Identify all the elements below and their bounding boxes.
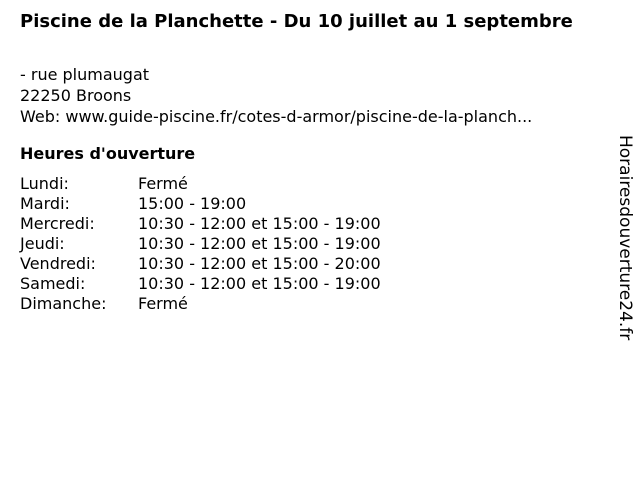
city-postcode: 22250 Broons bbox=[20, 86, 132, 105]
opening-hours-table bbox=[20, 174, 381, 314]
day-hours: 10:30 - 12:00 et 15:00 - 19:00 bbox=[138, 234, 381, 253]
day-hours: 15:00 - 19:00 bbox=[138, 194, 247, 213]
hours-row-tuesday bbox=[20, 194, 381, 214]
site-watermark: Horairesdouverture24.fr bbox=[615, 135, 635, 341]
hours-row-sunday bbox=[20, 294, 381, 314]
day-label: Vendredi: bbox=[20, 254, 96, 273]
address-block bbox=[20, 64, 532, 127]
day-hours: Fermé bbox=[138, 294, 188, 313]
day-hours: Fermé bbox=[138, 174, 188, 193]
website-link[interactable]: Web: www.guide-piscine.fr/cotes-d-armor/piscine-de-la-planch... bbox=[20, 107, 533, 126]
day-label: Dimanche: bbox=[20, 294, 107, 313]
hours-row-friday bbox=[20, 254, 381, 274]
hours-row-wednesday bbox=[20, 214, 381, 234]
day-label: Jeudi: bbox=[20, 234, 65, 253]
street-address: - rue plumaugat bbox=[20, 65, 150, 84]
day-label: Mercredi: bbox=[20, 214, 95, 233]
day-label: Mardi: bbox=[20, 194, 70, 213]
day-hours: 10:30 - 12:00 et 15:00 - 19:00 bbox=[138, 214, 381, 233]
day-hours: 10:30 - 12:00 et 15:00 - 20:00 bbox=[138, 254, 381, 273]
day-label: Samedi: bbox=[20, 274, 86, 293]
hours-row-saturday bbox=[20, 274, 381, 294]
place-title: Piscine de la Planchette - Du 10 juillet au 1 septembre bbox=[20, 11, 573, 32]
hours-row-monday bbox=[20, 174, 381, 194]
day-hours: 10:30 - 12:00 et 15:00 - 19:00 bbox=[138, 274, 381, 293]
day-label: Lundi: bbox=[20, 174, 69, 193]
hours-row-thursday bbox=[20, 234, 381, 254]
opening-hours-heading: Heures d'ouverture bbox=[20, 144, 196, 163]
